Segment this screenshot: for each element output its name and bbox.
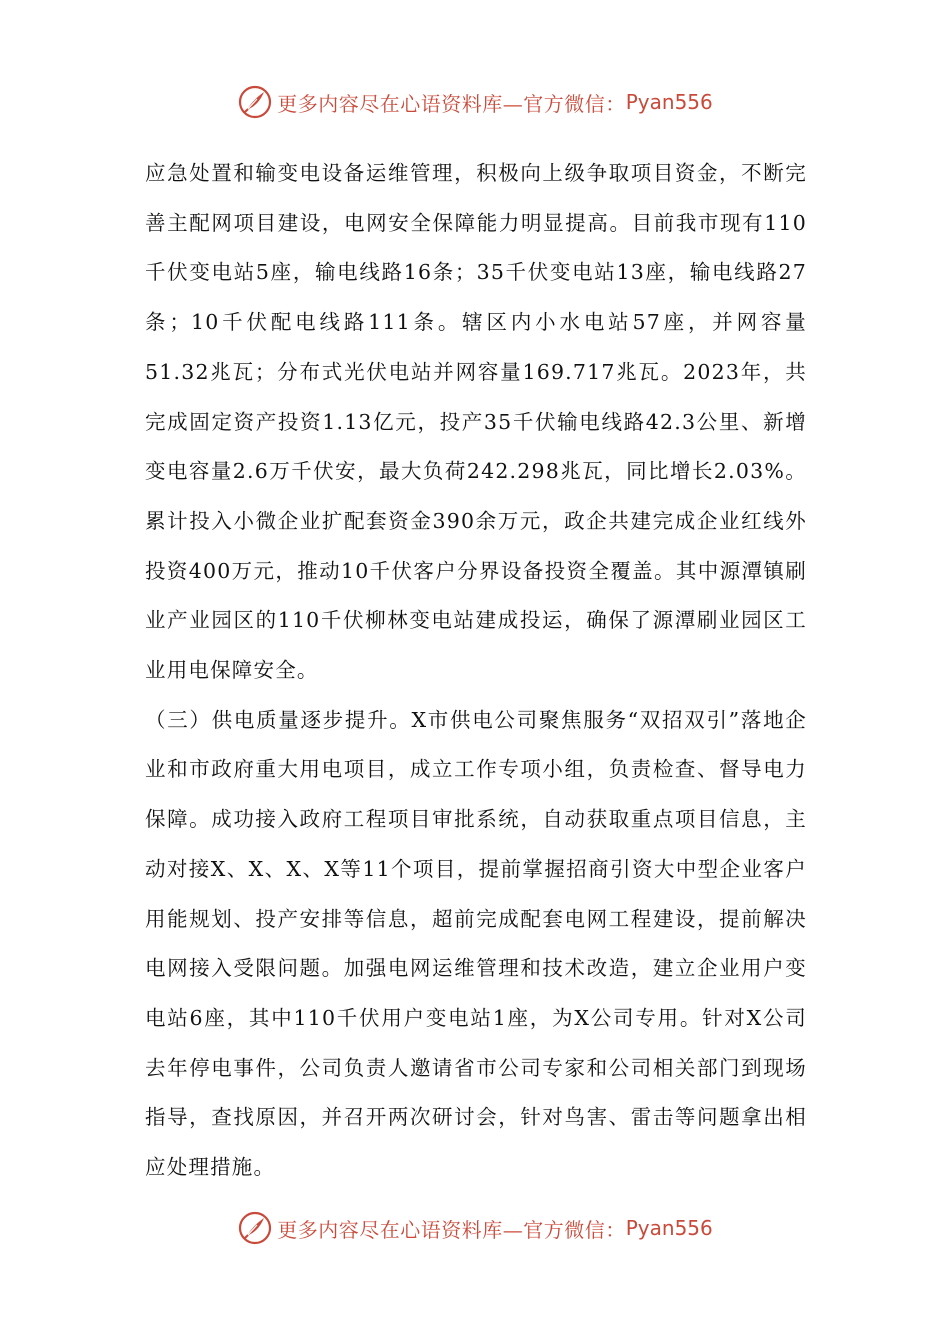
banner-text: 更多内容尽在心语资料库—官方微信： [277,91,626,116]
quill-seal-icon [237,84,273,120]
header-watermark-banner [0,82,950,122]
footer-watermark-banner [0,1208,950,1248]
banner-wechat-id: Pyan556 [625,1216,713,1240]
paragraph-power-grid-construction: 应急处置和输变电设备运维管理，积极向上级争取项目资金，不断完善主配网项目建设，电网安全保障能力明显提高。目前我市现有110千伏变电站5座，输电线路16条；35千伏变电站13座，输电线路27条；10千伏配电线路111条。辖区内小水电站57座，并网容量51.32兆瓦；分布式光伏电站并网容量169.717兆瓦。2023年，共完成固定资产投资1.13亿元，投产35千伏输电线路42.3公里、新增变电容量2.6万千伏安，最大负荷242.298兆瓦，同比增长2.03%。累计投入小微企业扩配套资金390余万元，政企共建完成企业红线外投资400万元，推动10千伏客户分界设备投资全覆盖。其中源潭镇刷业产业园区的110千伏柳林变电站建成投运，确保了源潭刷业园区工业用电保障安全。 [145,161,807,683]
paragraph-power-supply-quality: （三）供电质量逐步提升。X市供电公司聚焦服务“双招双引”落地企业和市政府重大用电项目，成立工作专项小组，负责检查、督导电力保障。成功接入政府工程项目审批系统，自动获取重点项目信息，主动对接X、X、X、X等11个项目，提前掌握招商引资大中型企业客户用能规划、投产安排等信息，超前完成配套电网工程建设，提前解决电网接入受限问题。加强电网运维管理和技术改造，建立企业用户变电站6座，其中110千伏用户变电站1座，为X公司专用。针对X公司去年停电事件，公司负责人邀请省市公司专家和公司相关部门到现场指导，查找原因，并召开两次研讨会，针对鸟害、雷击等问题拿出相应处理措施。 [145,707,807,1180]
quill-seal-icon [237,1210,273,1246]
banner-text: 更多内容尽在心语资料库—官方微信： [277,1217,626,1242]
banner-wechat-id: Pyan556 [625,90,713,114]
document-body [145,149,807,1193]
